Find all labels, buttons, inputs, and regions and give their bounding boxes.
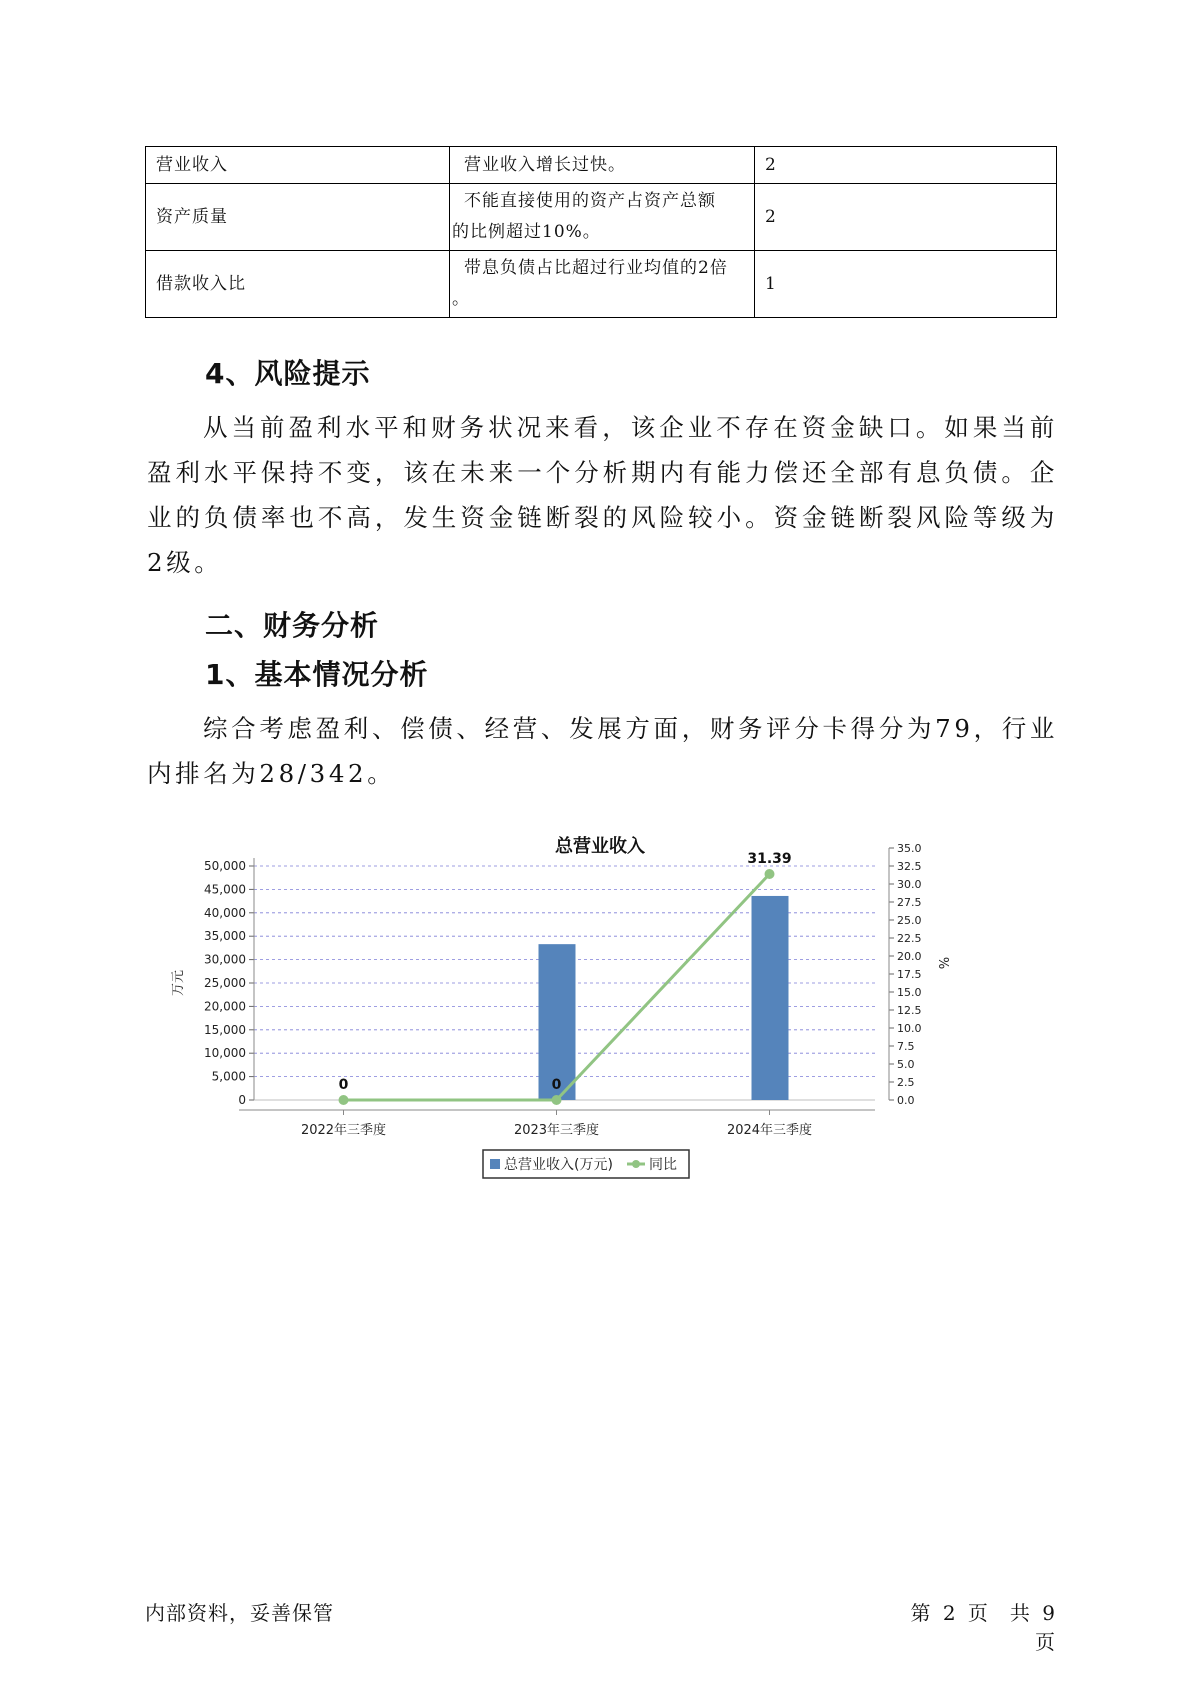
y2-tick-label: 35.0 — [897, 842, 922, 855]
y2-tick-label: 15.0 — [897, 986, 922, 999]
y-tick-label: 25,000 — [204, 976, 246, 990]
y2-tick-label: 20.0 — [897, 950, 922, 963]
data-label: 0 — [551, 1077, 562, 1093]
chart-title: 总营业收入 — [555, 836, 645, 857]
indicator-cell: 营业收入 — [146, 147, 450, 184]
y-tick-label: 15,000 — [204, 1022, 246, 1037]
y-tick-label: 45,000 — [204, 882, 246, 897]
y2-tick-label: 7.5 — [897, 1040, 915, 1053]
data-label: 0 — [338, 1077, 349, 1093]
table-row — [146, 251, 1057, 318]
revenue-bar — [752, 896, 789, 1100]
y2-axis-title: % — [935, 956, 950, 970]
y2-tick-label: 17.5 — [897, 968, 922, 981]
description-line: 带息负债占比超过行业均值的2倍 — [464, 258, 728, 278]
description-cell — [450, 184, 755, 251]
footer-confidential: 内部资料，妥善保管 — [145, 1601, 334, 1625]
y2-tick-label: 30.0 — [897, 878, 922, 891]
y-tick-label: 50,000 — [204, 859, 246, 873]
y2-tick-label: 32.5 — [897, 860, 922, 873]
x-tick-label: 2022年三季度 — [300, 1123, 387, 1138]
data-label: 31.39 — [747, 850, 792, 867]
y2-tick-label: 22.5 — [897, 932, 922, 945]
y-tick-label: 0 — [238, 1093, 246, 1107]
legend-bar-swatch — [490, 1159, 500, 1169]
basic-analysis-paragraph: 综合考虑盈利、偿债、经营、发展方面，财务评分卡得分为79，行业内排名为28/342。 — [147, 714, 1058, 788]
legend-bar-label: 总营业收入(万元) — [504, 1157, 613, 1173]
score-cell: 2 — [755, 184, 1057, 251]
description-cell — [450, 147, 755, 184]
y-tick-label: 20,000 — [204, 999, 246, 1014]
y2-tick-label: 25.0 — [897, 914, 922, 927]
y2-tick-label: 27.5 — [897, 896, 922, 909]
score-cell: 2 — [755, 147, 1057, 184]
indicator-cell: 借款收入比 — [146, 251, 450, 318]
description-line: 的比例超过10%。 — [452, 222, 601, 242]
y2-tick-label: 10.0 — [897, 1022, 922, 1035]
y-tick-label: 5,000 — [211, 1069, 246, 1084]
description-cell — [450, 251, 755, 318]
chart-canvas — [170, 820, 1030, 1300]
yoy-point — [552, 1095, 562, 1105]
description-line: 。 — [452, 289, 470, 309]
subsection-heading-basic: 1、基本情况分析 — [205, 658, 429, 691]
footer-page-number: 第 2 页 共 9 页 — [910, 1601, 1056, 1654]
score-cell: 1 — [755, 251, 1057, 318]
yoy-point — [765, 869, 775, 879]
section-heading-risk: 4、风险提示 — [205, 357, 371, 390]
y-tick-label: 30,000 — [204, 952, 246, 967]
y-tick-label: 40,000 — [204, 905, 246, 920]
y2-tick-label: 5.0 — [897, 1058, 915, 1071]
indicator-cell: 资产质量 — [146, 184, 450, 251]
risk-indicator-table — [145, 146, 1057, 318]
y2-tick-label: 0.0 — [897, 1094, 915, 1107]
x-tick-label: 2024年三季度 — [726, 1123, 813, 1138]
table-row — [146, 147, 1057, 184]
description-text: 营业收入增长过快。 — [464, 155, 626, 175]
y2-tick-label: 2.5 — [897, 1076, 915, 1089]
y-axis-title: 万元 — [171, 969, 186, 997]
y-tick-label: 35,000 — [204, 929, 246, 944]
legend-line-label: 同比 — [649, 1157, 677, 1173]
risk-paragraph: 从当前盈利水平和财务状况来看，该企业不存在资金缺口。如果当前盈利水平保持不变，该在未来一个分析期内有能力偿还全部有息负债。企业的负债率也不高，发生资金链断裂的风险较小。资金链断裂风险等级为2级。 — [147, 413, 1058, 577]
y-tick-label: 10,000 — [204, 1046, 246, 1061]
description-line: 不能直接使用的资产占资产总额 — [464, 191, 716, 211]
yoy-point — [339, 1095, 349, 1105]
x-tick-label: 2023年三季度 — [513, 1123, 600, 1138]
y2-tick-label: 12.5 — [897, 1004, 922, 1017]
table-row — [146, 184, 1057, 251]
section-heading-financial: 二、财务分析 — [205, 609, 380, 642]
legend-line-marker — [632, 1160, 640, 1168]
revenue-chart — [170, 820, 1030, 1300]
